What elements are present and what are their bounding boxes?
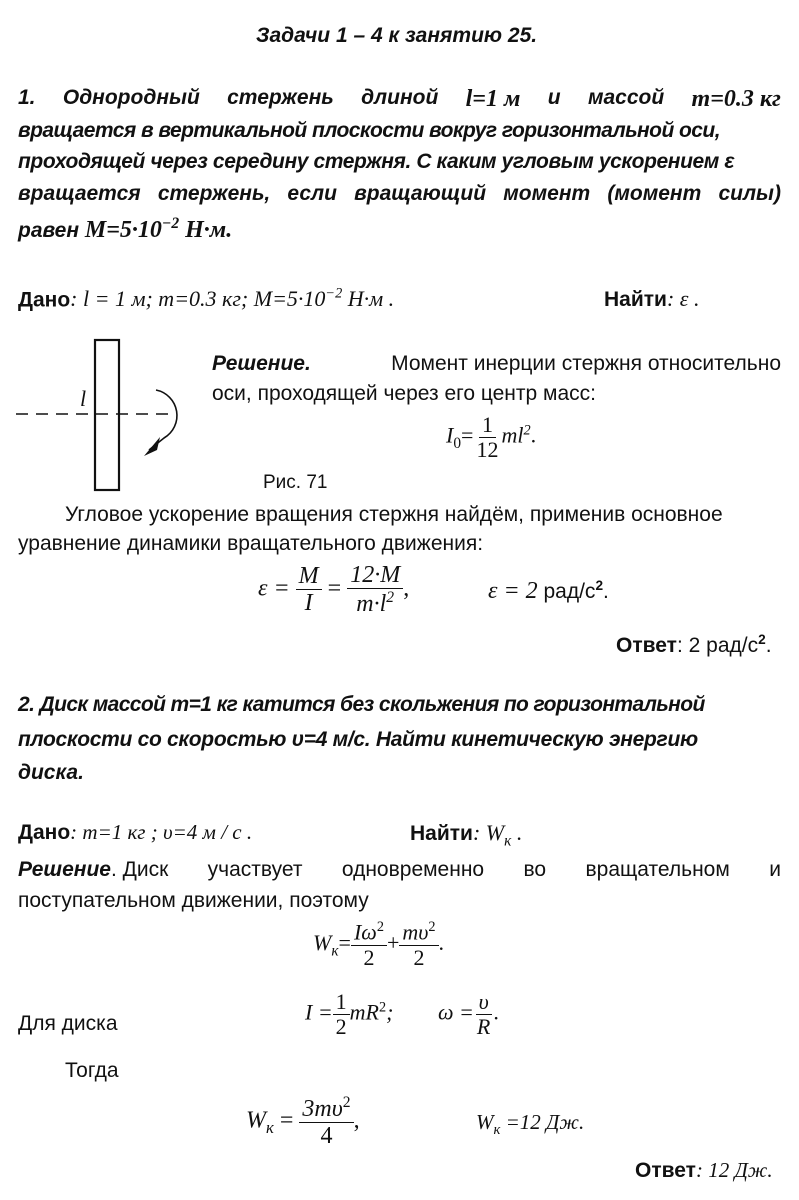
page-title: Задачи 1 – 4 к занятию 25.: [256, 24, 538, 47]
disk-inertia-formula: I = $\frac{1}{2}$ $mR^2$;: [305, 989, 394, 1040]
figure-caption: Рис. 71: [263, 472, 328, 493]
figure-label-l: l: [80, 386, 87, 411]
problem1-statement-line2: вращается в вертикальной плоскости вокруг горизонтальной оси,: [18, 119, 720, 142]
final-energy-result: $W_к =12$ Дж.: [476, 1110, 585, 1139]
problem1-find: Найти: ε .: [604, 286, 700, 311]
problem1-solution-line1: Решение. Момент инерции стержня относительно: [212, 352, 781, 375]
angular-acceleration-result: ε = 2 рад/$с^2$.: [488, 578, 609, 604]
rod-figure: [14, 338, 204, 498]
problem2-given: Дано: m=1 кг ; υ=4 м / с .: [18, 820, 253, 844]
problem1-statement-line4: вращается стержень, если вращающий момент (момент силы): [18, 182, 781, 205]
rotation-arrow-icon: [149, 390, 177, 450]
then-label: Тогда: [65, 1059, 119, 1082]
problem1-statement-line3: проходящей через середину стержня. С каким угловым ускорением ε: [18, 150, 734, 173]
problem1-given: Дано: l = 1 м; m=0.3 кг; $M=5\cdot 10^{-2}$ Н·м .: [18, 286, 395, 312]
problem1-answer: Ответ: 2 рад/$с^2$.: [616, 632, 772, 657]
disk-omega-formula: ω = $\frac{\upsilon}{R}$ .: [438, 989, 499, 1040]
problem2-statement-line1: 2. Диск массой m=1 кг катится без скольжения по горизонтальной: [18, 693, 705, 716]
arrowhead-icon: [144, 437, 160, 456]
problem1-statement-line1: 1. Однородный стержень длиной l=1 м и массой m=0.3 кг: [18, 86, 781, 112]
problem2-solution-line1: Решение. Диск участвует одновременно во вращательном и: [18, 858, 781, 881]
kinetic-energy-formula: $W_к=$ $\frac{I\omega^2}{2}$ + $\frac{m\upsilon^2}{2}$ .: [313, 919, 445, 970]
rod-rectangle: [95, 340, 119, 490]
disk-label: Для диска: [18, 1012, 118, 1035]
problem1-solution-line2: оси, проходящей через его центр масс:: [212, 382, 596, 405]
problem1-text-angular-1: Угловое ускорение вращения стержня найдём, применив основное: [65, 503, 723, 526]
angular-acceleration-formula: ε = $\frac{M}{I}$ = $\frac{12\cdot M}{m\cdot l^2}$ ,: [258, 562, 410, 618]
problem1-text-angular-2: уравнение динамики вращательного движения:: [18, 532, 484, 555]
final-energy-formula: $W_к$ = $\frac{3m\upsilon^2}{4}$ ,: [246, 1094, 360, 1150]
inertia-formula: $I_0=$ $\frac{1}{12}$ $ml^2$.: [446, 412, 537, 463]
problem2-statement-line3: диска.: [18, 761, 84, 784]
problem2-answer: Ответ: 12 Дж.: [635, 1158, 773, 1182]
problem2-statement-line2: плоскости со скоростью υ=4 м/с. Найти кинетическую энергию: [18, 728, 698, 751]
problem2-solution-line2: поступательном движении, поэтому: [18, 889, 369, 912]
problem2-find: Найти: $W_к$ .: [410, 820, 523, 850]
problem1-statement-line5: равен $M=5\cdot 10^{-2}$ Н·м.: [18, 215, 233, 243]
